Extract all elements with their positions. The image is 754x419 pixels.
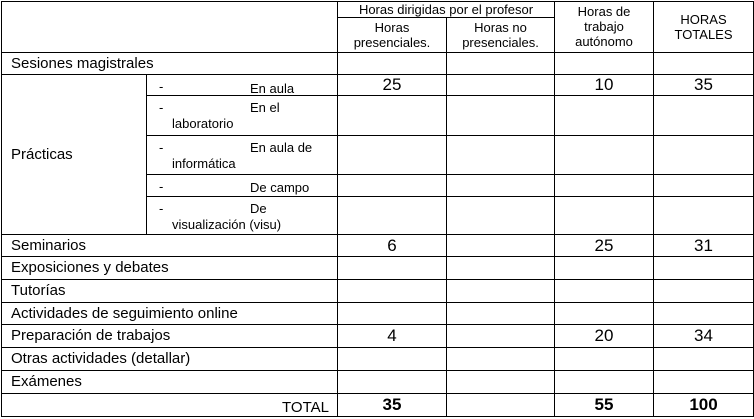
cell-trabajos-total: 34	[654, 325, 754, 348]
header-empty-cell	[2, 2, 338, 53]
cell-inf-pres	[338, 136, 447, 175]
cell-trabajos-auto: 20	[555, 325, 654, 348]
cell-tutorias-pres	[338, 280, 447, 303]
sub-name: En aula de	[250, 140, 313, 155]
cell-seguimiento-total	[654, 303, 754, 325]
sub-name-cont: laboratorio	[172, 116, 234, 131]
sub-dash: -	[159, 100, 164, 115]
hours-table	[1, 1, 754, 417]
practicas-sub-aula	[147, 75, 338, 96]
cell-exposiciones-total	[654, 257, 754, 280]
cell-aula-total: 35	[654, 75, 754, 96]
cell-aula-pres: 25	[338, 75, 447, 96]
practicas-sub-visu	[147, 197, 338, 235]
cell-otras-auto	[555, 348, 654, 371]
cell-aula-auto: 10	[555, 75, 654, 96]
row-label-sesiones: Sesiones magistrales	[2, 53, 338, 75]
row-label-trabajos: Preparación de trabajos	[2, 325, 338, 348]
cell-trabajos-nopres	[447, 325, 555, 348]
cell-lab-nopres	[447, 96, 555, 136]
sub-dash: -	[159, 79, 164, 94]
cell-inf-nopres	[447, 136, 555, 175]
cell-visu-pres	[338, 197, 447, 235]
sub-dash: -	[159, 179, 164, 194]
cell-exposiciones-nopres	[447, 257, 555, 280]
cell-otras-pres	[338, 348, 447, 371]
total-label: TOTAL	[2, 394, 338, 417]
sub-name-cont: informática	[172, 156, 236, 171]
practicas-sub-informatica	[147, 136, 338, 175]
cell-sesiones-nopres	[447, 53, 555, 75]
cell-campo-total	[654, 175, 754, 197]
cell-aula-nopres	[447, 75, 555, 96]
sub-name: En el	[250, 100, 280, 115]
cell-seminarios-auto: 25	[555, 235, 654, 257]
cell-seminarios-pres: 6	[338, 235, 447, 257]
cell-sesiones-auto	[555, 53, 654, 75]
cell-examenes-pres	[338, 371, 447, 394]
cell-visu-total	[654, 197, 754, 235]
row-label-tutorias: Tutorías	[2, 280, 338, 303]
sub-name: En aula	[250, 81, 295, 96]
cell-lab-auto	[555, 96, 654, 136]
header-autonomo: Horas de trabajo autónomo	[555, 2, 654, 53]
total-auto: 55	[555, 394, 654, 417]
cell-seminarios-nopres	[447, 235, 555, 257]
cell-inf-total	[654, 136, 754, 175]
cell-tutorias-nopres	[447, 280, 555, 303]
cell-seguimiento-auto	[555, 303, 654, 325]
sub-dash: -	[159, 201, 164, 216]
cell-visu-nopres	[447, 197, 555, 235]
cell-exposiciones-auto	[555, 257, 654, 280]
header-group: Horas dirigidas por el profesor	[338, 2, 555, 18]
cell-lab-total	[654, 96, 754, 136]
total-total: 100	[654, 394, 754, 417]
cell-seguimiento-nopres	[447, 303, 555, 325]
practicas-sub-campo	[147, 175, 338, 197]
practicas-sub-laboratorio	[147, 96, 338, 136]
cell-campo-auto	[555, 175, 654, 197]
row-label-exposiciones: Exposiciones y debates	[2, 257, 338, 280]
cell-campo-pres	[338, 175, 447, 197]
cell-trabajos-pres: 4	[338, 325, 447, 348]
cell-sesiones-total	[654, 53, 754, 75]
cell-exposiciones-pres	[338, 257, 447, 280]
total-nopres	[447, 394, 555, 417]
cell-examenes-nopres	[447, 371, 555, 394]
sub-name: De campo	[250, 180, 310, 195]
cell-seminarios-total: 31	[654, 235, 754, 257]
cell-examenes-total	[654, 371, 754, 394]
row-label-practicas: Prácticas	[2, 75, 147, 235]
cell-seguimiento-pres	[338, 303, 447, 325]
cell-sesiones-pres	[338, 53, 447, 75]
cell-tutorias-total	[654, 280, 754, 303]
row-label-seguimiento: Actividades de seguimiento online	[2, 303, 338, 325]
cell-inf-auto	[555, 136, 654, 175]
row-label-examenes: Exámenes	[2, 371, 338, 394]
sub-dash: -	[159, 140, 164, 155]
cell-campo-nopres	[447, 175, 555, 197]
sub-name-cont: visualización (visu)	[172, 217, 282, 232]
sub-name: De	[250, 201, 267, 216]
header-no-presenciales: Horas no presenciales.	[447, 18, 555, 53]
cell-tutorias-auto	[555, 280, 654, 303]
header-totales: HORAS TOTALES	[654, 2, 754, 53]
cell-otras-nopres	[447, 348, 555, 371]
cell-lab-pres	[338, 96, 447, 136]
header-presenciales: Horas presenciales.	[338, 18, 447, 53]
cell-otras-total	[654, 348, 754, 371]
row-label-seminarios: Seminarios	[2, 235, 338, 257]
cell-visu-auto	[555, 197, 654, 235]
total-pres: 35	[338, 394, 447, 417]
cell-examenes-auto	[555, 371, 654, 394]
row-label-otras: Otras actividades (detallar)	[2, 348, 338, 371]
